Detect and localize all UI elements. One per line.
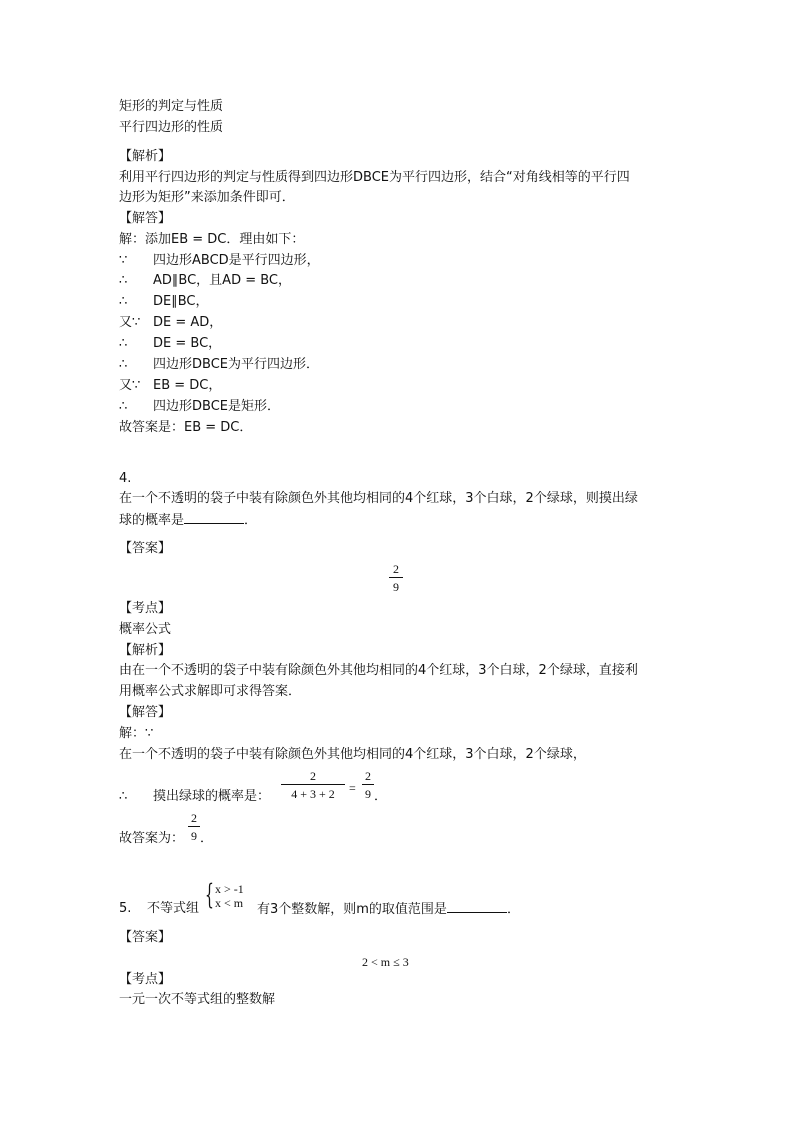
final-answer-text: 故答案为： <box>119 831 185 846</box>
proof-symbol: ∴ <box>119 273 128 288</box>
fraction-denominator: 9 <box>393 580 399 594</box>
solution-line-1: 解：∵ <box>119 726 154 741</box>
proof-text: DE = AD， <box>153 315 223 330</box>
proof-symbol: ∴ <box>119 357 128 372</box>
stem-end: ． <box>506 902 520 917</box>
proof-step <box>119 356 319 374</box>
calc-fraction <box>281 769 345 801</box>
analysis-heading: 【解析】 <box>119 643 172 658</box>
kaodian-line-1: 矩形的判定与性质 <box>119 99 224 114</box>
stem-text: 球的概率是 <box>119 513 185 528</box>
result-fraction <box>362 769 374 801</box>
proof-text: EB = DC， <box>153 378 222 393</box>
kaodian-line-2: 平行四边形的性质 <box>119 120 224 135</box>
topic-heading: 【考点】 <box>119 601 172 616</box>
fraction-numerator: 2 <box>362 769 374 785</box>
analysis-line-1: 利用平行四边形的判定与性质得到四边形DBCE为平行四边形，结合“对角线相等的平行四 <box>119 170 630 185</box>
topic-heading: 【考点】 <box>119 972 172 987</box>
topic-text: 一元一次不等式组的整数解 <box>119 992 276 1007</box>
fraction-denominator: 9 <box>365 787 371 801</box>
inequality-system <box>205 878 257 912</box>
proof-symbol: 又∵ <box>119 378 141 393</box>
proof-step <box>119 398 280 416</box>
final-answer: 故答案是：EB = DC． <box>119 420 253 435</box>
question-stem-pre: 不等式组 <box>147 901 200 916</box>
proof-step <box>119 314 222 332</box>
proof-symbol: ∴ <box>119 336 128 351</box>
proof-symbol: ∴ <box>119 294 128 309</box>
fraction-numerator: 2 <box>188 811 200 827</box>
inequality-top: x > -1 <box>215 882 244 896</box>
answer-heading: 【答案】 <box>119 541 172 556</box>
period: ． <box>200 831 214 846</box>
proof-symbol: ∴ <box>119 399 128 414</box>
analysis-line-2: 用概率公式求解即可求得答案． <box>119 684 302 699</box>
fraction-numerator: 2 <box>389 562 403 578</box>
proof-step <box>119 272 291 290</box>
proof-symbol: 又∵ <box>119 315 141 330</box>
equals-sign: = <box>349 781 356 795</box>
proof-step <box>119 293 209 311</box>
analysis-line-1: 由在一个不透明的袋子中装有除颜色外其他均相同的4个红球，3个白球，2个绿球，直接利 <box>119 663 638 678</box>
answer-blank <box>184 511 244 524</box>
inequality-bottom: x < m <box>215 896 244 910</box>
proof-symbol: ∴ <box>119 789 128 804</box>
analysis-line-2: 边形为矩形”来添加条件即可． <box>119 190 295 205</box>
question-number: 5. <box>119 901 132 916</box>
answer-fraction <box>389 562 403 594</box>
question-stem-post <box>257 900 520 919</box>
proof-text: AD∥BC，且AD = BC， <box>153 273 291 288</box>
answer-text: 2 < m ≤ 3 <box>362 955 409 969</box>
proof-text: DE = BC， <box>153 336 222 351</box>
proof-text: 四边形DBCE为平行四边形． <box>153 357 319 372</box>
topic-text: 概率公式 <box>119 622 172 637</box>
fraction-denominator: 9 <box>191 829 197 843</box>
question-stem-line-1: 在一个不透明的袋子中装有除颜色外其他均相同的4个红球，3个白球，2个绿球，则摸出绿 <box>119 491 638 506</box>
stem-text: 有3个整数解，则m的取值范围是 <box>257 902 447 917</box>
brace-icon: { <box>205 878 214 911</box>
fraction-denominator: 4 + 3 + 2 <box>291 787 335 801</box>
proof-symbol: ∵ <box>119 253 128 268</box>
fraction-numerator: 2 <box>281 769 345 785</box>
analysis-heading: 【解析】 <box>119 149 172 164</box>
solution-heading: 【解答】 <box>119 705 172 720</box>
proof-step <box>119 377 221 395</box>
proof-text: DE∥BC， <box>153 294 209 309</box>
proof-step <box>119 335 221 353</box>
solution-text: 摸出绿球的概率是： <box>153 789 271 804</box>
stem-end: ． <box>244 513 258 528</box>
answer-blank <box>447 900 507 913</box>
final-fraction <box>188 811 200 843</box>
answer-heading: 【答案】 <box>119 930 172 945</box>
proof-step <box>119 252 320 270</box>
proof-text: 四边形ABCD是平行四边形， <box>153 253 320 268</box>
question-number: 4. <box>119 471 132 486</box>
period: ． <box>374 789 388 804</box>
solution-line-2: 在一个不透明的袋子中装有除颜色外其他均相同的4个红球，3个白球，2个绿球， <box>119 747 586 762</box>
solution-line-3 <box>119 788 270 806</box>
question-stem-line-2 <box>119 511 257 530</box>
solution-intro: 解：添加EB = DC．理由如下： <box>119 232 305 247</box>
proof-text: 四边形DBCE是矩形． <box>153 399 280 414</box>
solution-heading: 【解答】 <box>119 211 172 226</box>
